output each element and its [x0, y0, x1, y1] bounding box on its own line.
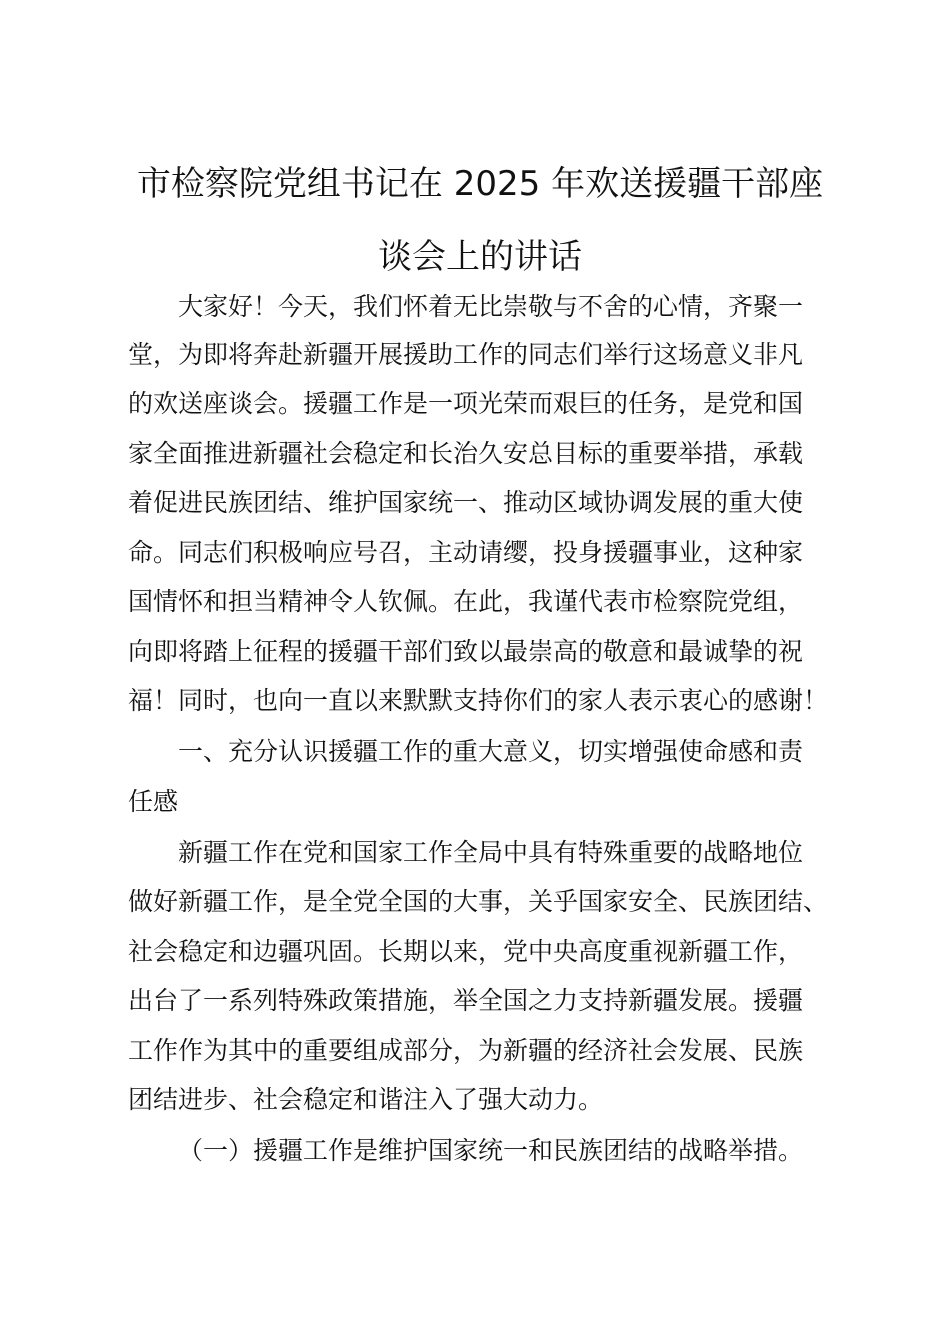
paragraph-line: 新疆工作在党和国家工作全局中具有特殊重要的战略地位	[178, 838, 804, 867]
document-title-line-1: 市检察院党组书记在 2025 年欢送援疆干部座	[136, 164, 824, 204]
paragraph-line: 命。同志们积极响应号召，主动请缨，投身援疆事业，这种家	[128, 538, 804, 567]
section-heading-line: 一、充分认识援疆工作的重大意义，切实增强使命感和责	[178, 737, 804, 766]
paragraph-line: 做好新疆工作，是全党全国的大事，关乎国家安全、民族团结、	[128, 887, 829, 916]
paragraph-line: 家全面推进新疆社会稳定和长治久安总目标的重要举措，承载	[128, 439, 804, 468]
subsection-heading-line: （一）援疆工作是维护国家统一和民族团结的战略举措。	[178, 1136, 804, 1165]
section-heading-line: 任感	[128, 787, 179, 816]
paragraph-line: 向即将踏上征程的援疆干部们致以最崇高的敬意和最诚挚的祝	[128, 637, 804, 666]
paragraph-line: 国情怀和担当精神令人钦佩。在此，我谨代表市检察院党组，	[128, 587, 804, 616]
document-title-line-2: 谈会上的讲话	[378, 237, 582, 277]
paragraph-line: 的欢送座谈会。援疆工作是一项光荣而艰巨的任务，是党和国	[128, 389, 804, 418]
paragraph-line: 社会稳定和边疆巩固。长期以来，党中央高度重视新疆工作，	[128, 937, 804, 966]
paragraph-line: 福！同时，也向一直以来默默支持你们的家人表示衷心的感谢！	[128, 686, 829, 715]
paragraph-line: 大家好！今天，我们怀着无比崇敬与不舍的心情，齐聚一	[178, 292, 804, 321]
paragraph-line: 团结进步、社会稳定和谐注入了强大动力。	[128, 1085, 604, 1114]
paragraph-line: 着促进民族团结、维护国家统一、推动区域协调发展的重大使	[128, 488, 804, 517]
paragraph-line: 堂，为即将奔赴新疆开展援助工作的同志们举行这场意义非凡	[128, 340, 804, 369]
paragraph-line: 出台了一系列特殊政策措施，举全国之力支持新疆发展。援疆	[128, 986, 804, 1015]
paragraph-line: 工作作为其中的重要组成部分，为新疆的经济社会发展、民族	[128, 1036, 804, 1065]
